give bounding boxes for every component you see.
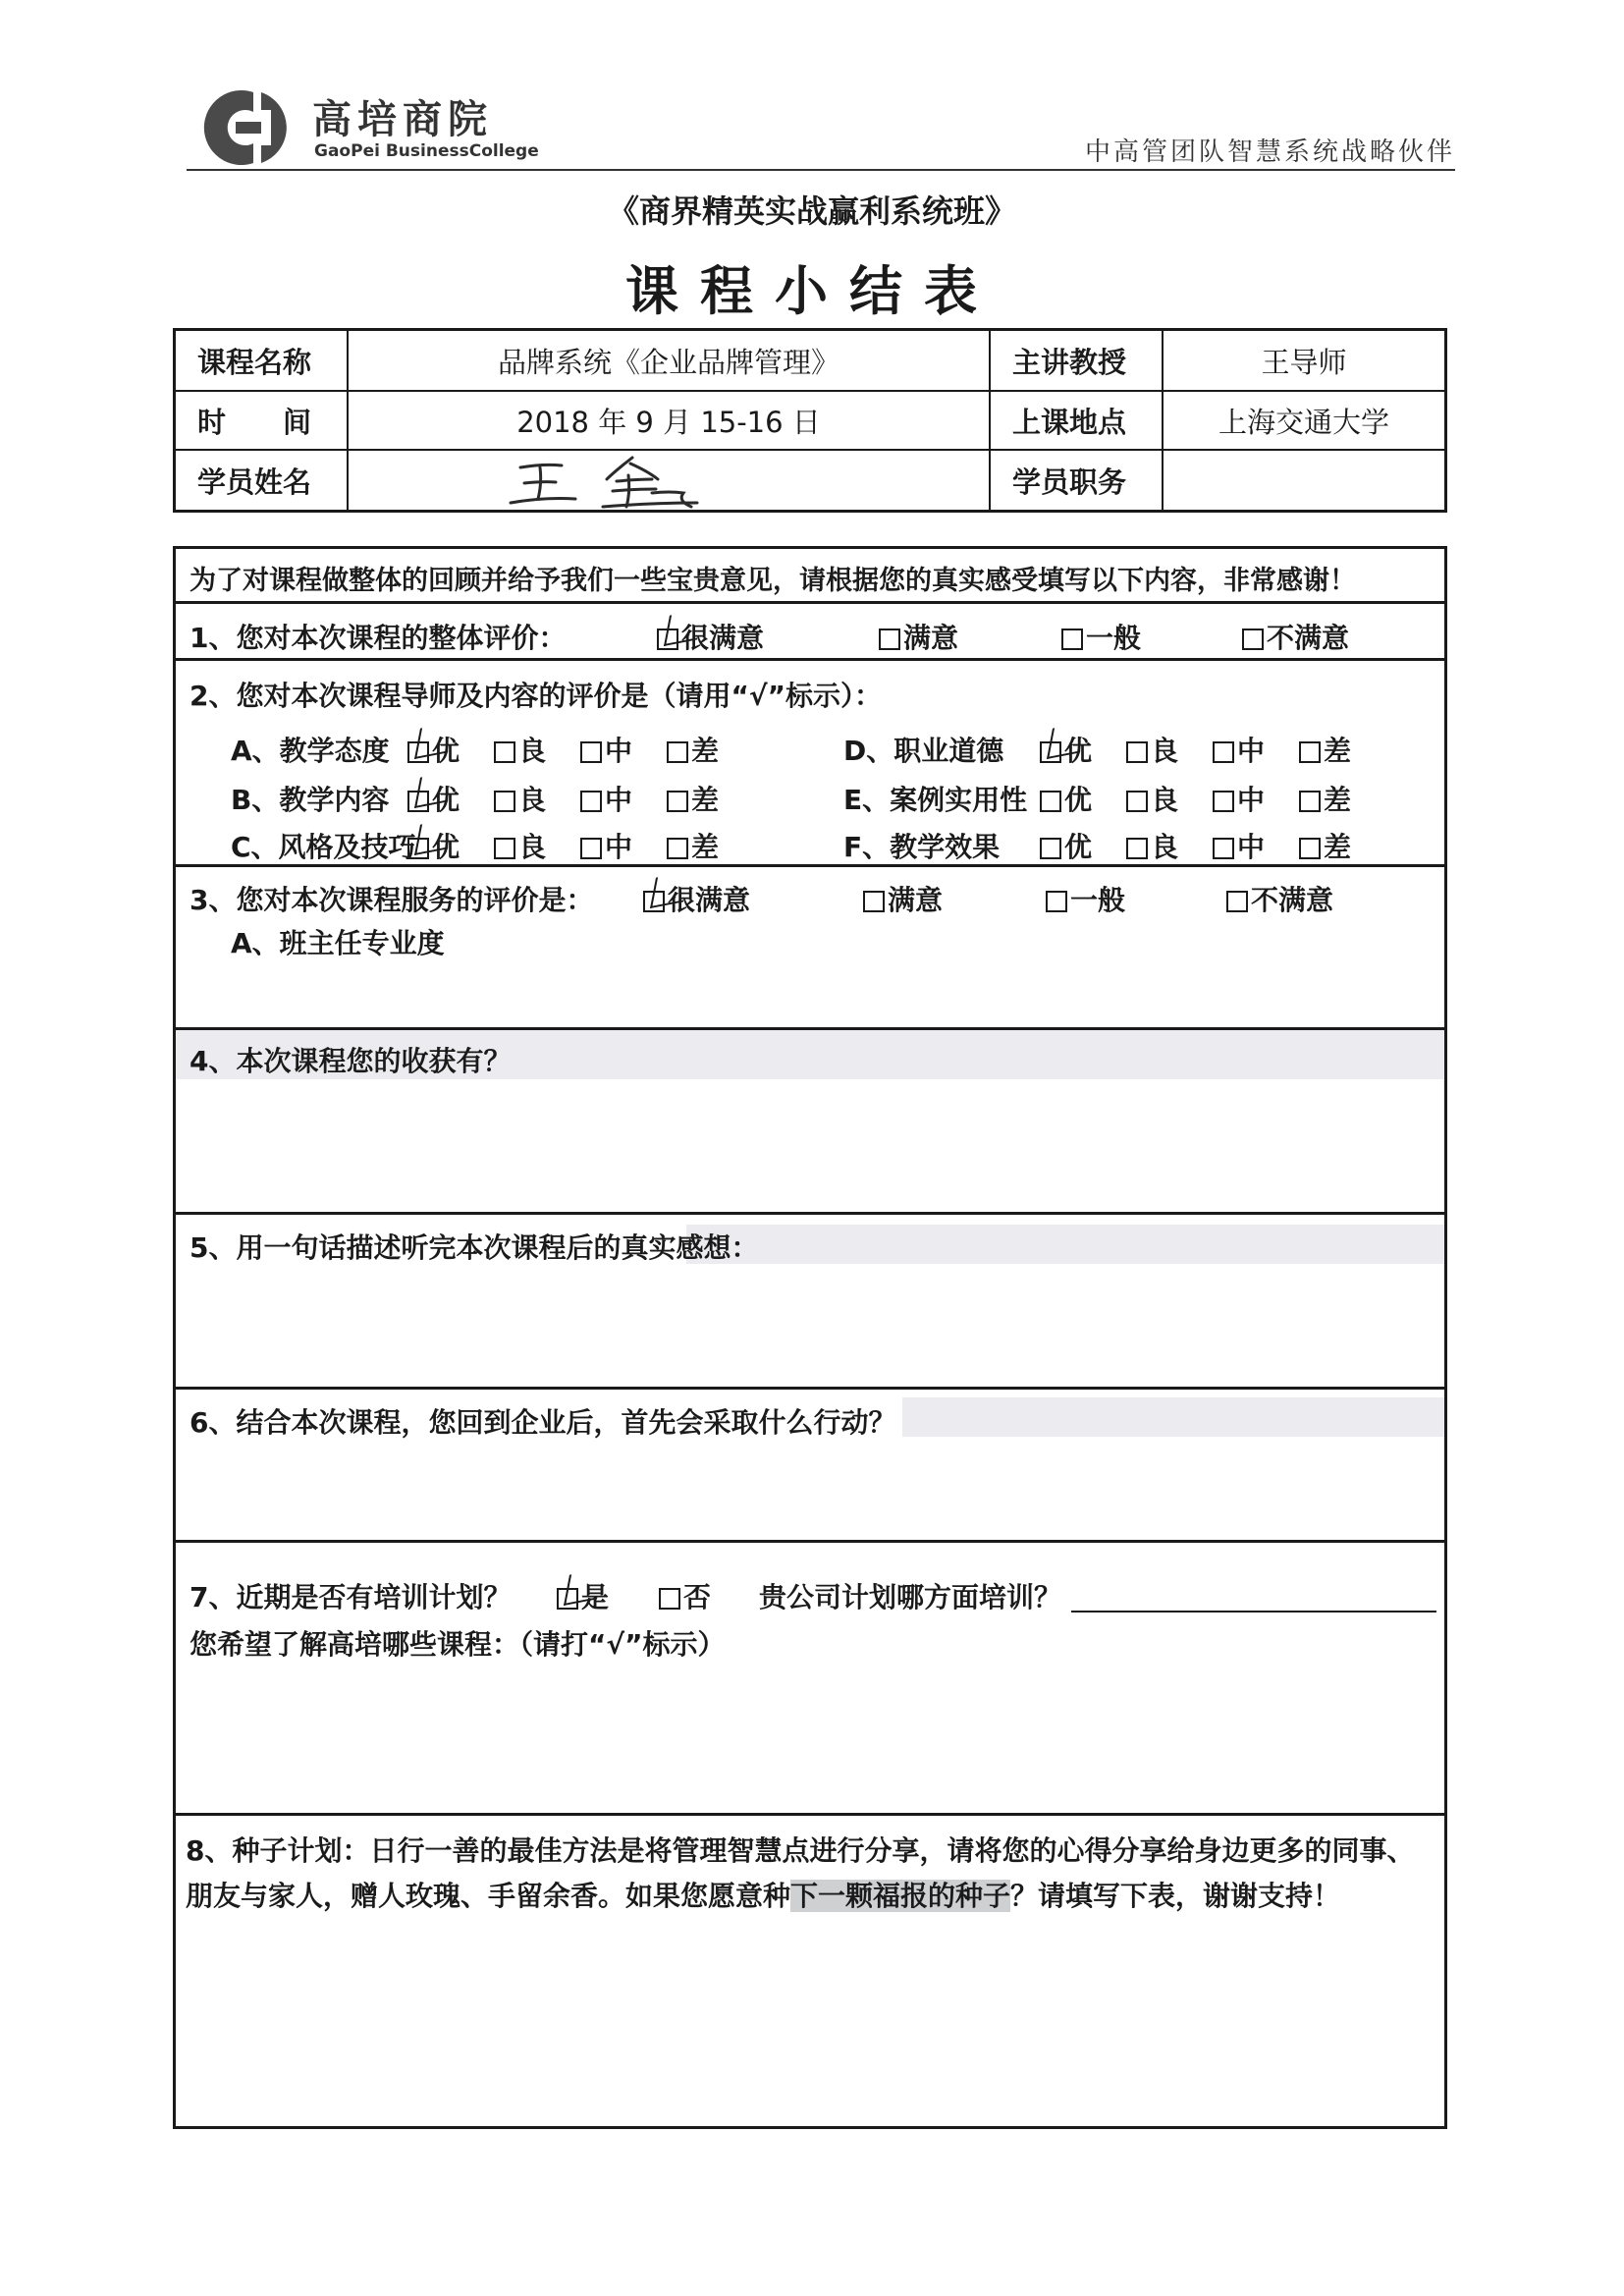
rating-option-2[interactable]: 中 bbox=[1213, 730, 1265, 769]
checkbox-icon[interactable] bbox=[667, 791, 688, 812]
checkbox-icon[interactable] bbox=[1242, 629, 1264, 650]
rating-option-1[interactable]: 良 bbox=[494, 779, 546, 818]
question-3-text: 3、您对本次课程服务的评价是： bbox=[189, 884, 594, 916]
rating-option-1[interactable]: 良 bbox=[1126, 826, 1178, 865]
rating-item-label: D、职业道德 bbox=[843, 735, 1004, 767]
question-6-shading bbox=[902, 1397, 1444, 1437]
checkbox-icon[interactable] bbox=[643, 891, 665, 912]
checkbox-icon[interactable] bbox=[1126, 791, 1148, 812]
q7-courses-prompt: 您希望了解高培哪些课程：（请打“√”标示） bbox=[189, 1628, 726, 1661]
rating-item-label: B、教学内容 bbox=[231, 784, 390, 816]
rating-item-label: A、班主任专业度 bbox=[231, 927, 445, 959]
checkbox-icon[interactable] bbox=[1046, 891, 1067, 912]
time-label: 时 间 bbox=[176, 392, 349, 451]
rating-option-0[interactable]: 优 bbox=[407, 730, 460, 769]
checkbox-icon[interactable] bbox=[1213, 838, 1234, 859]
survey-form bbox=[173, 546, 1447, 2129]
rating-option-1[interactable]: 良 bbox=[494, 730, 546, 769]
location-label: 上课地点 bbox=[991, 392, 1164, 451]
question-8-highlight: 下一颗福报的种子 bbox=[790, 1880, 1011, 1912]
header-divider bbox=[187, 169, 1455, 171]
rating-option-3[interactable]: 差 bbox=[1299, 779, 1351, 818]
q7-option-yes[interactable]: 是 bbox=[557, 1576, 609, 1615]
checkbox-icon[interactable] bbox=[407, 838, 429, 859]
checkbox-icon[interactable] bbox=[1299, 838, 1321, 859]
checkbox-icon[interactable] bbox=[1040, 741, 1061, 763]
q7-training-plan-question: 贵公司计划哪方面培训？ bbox=[759, 1576, 1436, 1615]
lecturer-label: 主讲教授 bbox=[991, 331, 1164, 392]
q3-option-average[interactable]: 一般 bbox=[1046, 879, 1125, 918]
q3-option-unsatisfied[interactable]: 不满意 bbox=[1226, 879, 1333, 918]
rating-option-0[interactable]: 优 bbox=[407, 826, 460, 865]
checkbox-icon[interactable] bbox=[580, 741, 602, 763]
checkbox-icon[interactable] bbox=[1213, 741, 1234, 763]
q3-option-satisfied[interactable]: 满意 bbox=[863, 879, 943, 918]
checkbox-icon[interactable] bbox=[1040, 838, 1061, 859]
question-4-answer-area[interactable] bbox=[189, 1085, 1427, 1207]
rating-item-label: A、教学态度 bbox=[231, 735, 390, 767]
question-5-answer-area[interactable] bbox=[189, 1270, 1427, 1382]
checkbox-icon[interactable] bbox=[659, 1588, 680, 1610]
question-8 bbox=[176, 1816, 1444, 2126]
checkbox-icon[interactable] bbox=[657, 629, 678, 650]
logo-text-cn: 高培商院 bbox=[312, 97, 493, 142]
checkbox-icon[interactable] bbox=[1040, 791, 1061, 812]
checkbox-icon[interactable] bbox=[407, 741, 429, 763]
rating-option-0[interactable]: 优 bbox=[407, 779, 460, 818]
checkbox-icon[interactable] bbox=[667, 741, 688, 763]
checkbox-icon[interactable] bbox=[1126, 838, 1148, 859]
student-signature bbox=[505, 450, 711, 515]
q1-option-satisfied[interactable]: 满意 bbox=[879, 617, 958, 656]
question-6-answer-area[interactable] bbox=[189, 1445, 1427, 1535]
checkbox-icon[interactable] bbox=[494, 741, 515, 763]
rating-option-3[interactable]: 差 bbox=[667, 730, 719, 769]
question-5 bbox=[176, 1215, 1444, 1390]
q7-training-plan-input[interactable] bbox=[1071, 1611, 1436, 1613]
checkbox-icon[interactable] bbox=[407, 791, 429, 812]
location-value[interactable]: 上海交通大学 bbox=[1164, 392, 1444, 451]
signature-handwriting-icon bbox=[505, 450, 711, 515]
logo bbox=[192, 86, 546, 169]
q1-option-very-satisfied[interactable]: 很满意 bbox=[657, 617, 764, 656]
checkbox-icon[interactable] bbox=[557, 1588, 578, 1610]
question-3 bbox=[176, 867, 1444, 1030]
course-title: 《商界精英实战赢利系统班》 bbox=[607, 192, 1016, 230]
checkbox-icon[interactable] bbox=[494, 791, 515, 812]
question-8-text-line2: 朋友与家人，赠人玫瑰、手留余香。如果您愿意种下一颗福报的种子？请填写下表，谢谢支持！ bbox=[186, 1880, 1341, 1912]
rating-option-2[interactable]: 中 bbox=[1213, 826, 1265, 865]
rating-option-0[interactable]: 优 bbox=[1040, 730, 1092, 769]
checkbox-icon[interactable] bbox=[879, 629, 900, 650]
checkbox-icon[interactable] bbox=[1061, 629, 1083, 650]
question-7 bbox=[176, 1543, 1444, 1816]
question-4-text: 4、本次课程您的收获有？ bbox=[189, 1045, 512, 1077]
checkbox-icon[interactable] bbox=[580, 838, 602, 859]
course-name-value[interactable]: 品牌系统《企业品牌管理》 bbox=[349, 331, 991, 392]
question-2 bbox=[176, 661, 1444, 867]
rating-option-1[interactable]: 良 bbox=[1126, 779, 1178, 818]
question-1 bbox=[176, 604, 1444, 661]
checkbox-icon[interactable] bbox=[494, 838, 515, 859]
time-value[interactable]: 2018 年 9 月 15-16 日 bbox=[349, 392, 991, 451]
q1-option-unsatisfied[interactable]: 不满意 bbox=[1242, 617, 1349, 656]
student-name-label: 学员姓名 bbox=[176, 451, 349, 510]
question-2-text: 2、您对本次课程导师及内容的评价是（请用“√”标示）： bbox=[189, 680, 882, 712]
checkbox-icon[interactable] bbox=[1226, 891, 1248, 912]
rating-option-0[interactable]: 优 bbox=[1040, 826, 1092, 865]
question-7-text: 7、近期是否有培训计划？ bbox=[189, 1581, 512, 1613]
survey-intro-section bbox=[176, 549, 1444, 604]
q1-option-average[interactable]: 一般 bbox=[1061, 617, 1141, 656]
q3-option-very-satisfied[interactable]: 很满意 bbox=[643, 879, 750, 918]
rating-option-2[interactable]: 中 bbox=[1213, 779, 1265, 818]
checkbox-icon[interactable] bbox=[863, 891, 885, 912]
rating-option-2[interactable]: 中 bbox=[580, 730, 632, 769]
question-1-text: 1、您对本次课程的整体评价： bbox=[189, 622, 567, 654]
rating-option-3[interactable]: 差 bbox=[667, 826, 719, 865]
checkbox-icon[interactable] bbox=[1299, 741, 1321, 763]
checkbox-icon[interactable] bbox=[1126, 741, 1148, 763]
rating-option-3[interactable]: 差 bbox=[1299, 826, 1351, 865]
checkbox-icon[interactable] bbox=[667, 838, 688, 859]
position-value[interactable] bbox=[1164, 451, 1444, 510]
rating-option-2[interactable]: 中 bbox=[580, 779, 632, 818]
checkbox-icon[interactable] bbox=[1213, 791, 1234, 812]
info-table bbox=[173, 328, 1447, 513]
rating-item-label: C、风格及技巧 bbox=[231, 831, 416, 863]
logo-mark-icon bbox=[192, 86, 308, 169]
lecturer-value[interactable]: 王导师 bbox=[1164, 331, 1444, 392]
rating-option-0[interactable]: 优 bbox=[1040, 779, 1092, 818]
checkbox-icon[interactable] bbox=[580, 791, 602, 812]
q7-option-no[interactable]: 否 bbox=[659, 1576, 711, 1615]
course-name-label: 课程名称 bbox=[176, 331, 349, 392]
survey-intro: 为了对课程做整体的回顾并给予我们一些宝贵意见，请根据您的真实感受填写以下内容，非常感谢！ bbox=[189, 566, 1356, 596]
form-title: 课程小结表 bbox=[625, 260, 999, 322]
question-6 bbox=[176, 1390, 1444, 1543]
rating-option-1[interactable]: 良 bbox=[494, 826, 546, 865]
question-5-text: 5、用一句话描述听完本次课程后的真实感想： bbox=[189, 1231, 759, 1264]
rating-item-label: E、案例实用性 bbox=[843, 784, 1028, 816]
rating-option-2[interactable]: 中 bbox=[580, 826, 632, 865]
header-slogan: 中高管团队智慧系统战略伙伴 bbox=[1084, 137, 1455, 167]
question-6-text: 6、结合本次课程，您回到企业后，首先会采取什么行动？ bbox=[189, 1406, 896, 1439]
question-5-shading bbox=[686, 1225, 1444, 1264]
rating-option-3[interactable]: 差 bbox=[667, 779, 719, 818]
position-label: 学员职务 bbox=[991, 451, 1164, 510]
rating-item-label: F、教学效果 bbox=[843, 831, 1001, 863]
rating-option-1[interactable]: 良 bbox=[1126, 730, 1178, 769]
checkbox-icon[interactable] bbox=[1299, 791, 1321, 812]
logo-text-en: GaoPei BusinessCollege bbox=[314, 141, 539, 161]
question-4 bbox=[176, 1030, 1444, 1215]
rating-option-3[interactable]: 差 bbox=[1299, 730, 1351, 769]
question-8-text-line1: 8、种子计划：日行一善的最佳方法是将管理智慧点进行分享，请将您的心得分享给身边更多的同事、 bbox=[186, 1834, 1415, 1867]
